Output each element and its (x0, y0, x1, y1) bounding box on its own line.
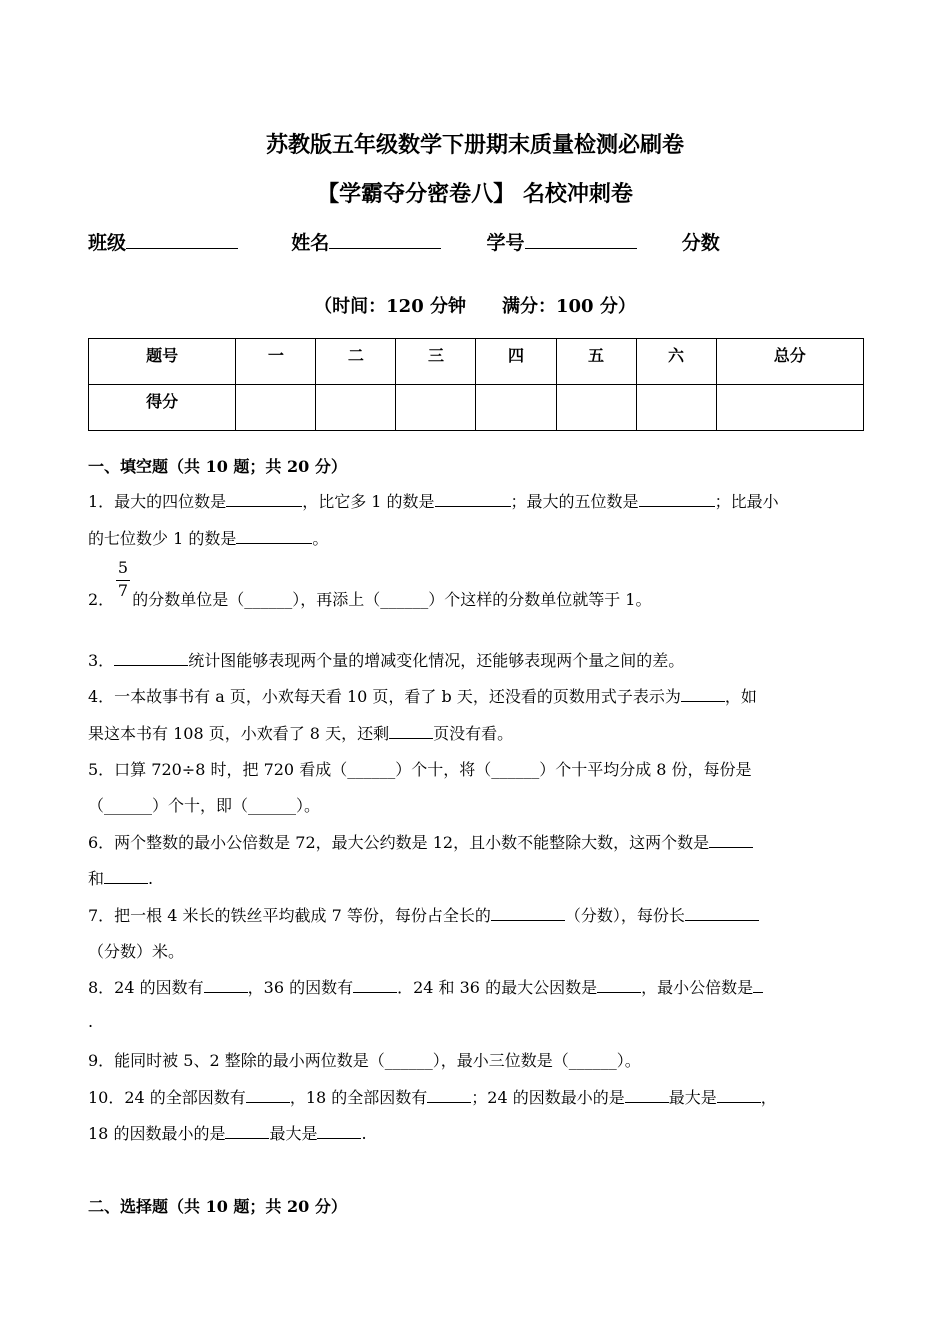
score-cell[interactable] (476, 385, 556, 431)
answer-blank[interactable] (435, 492, 511, 507)
q10-text: ，18 的全部因数有 (289, 1088, 428, 1107)
table-header-cell: 一 (236, 339, 316, 385)
q3-text: 3． (88, 651, 115, 670)
exam-subtitle: 【学霸夺分密卷八】 名校冲刺卷 (317, 181, 633, 207)
table-header-cell: 四 (476, 339, 556, 385)
question-5-line-1: 5．口算 720÷8 时，把 720 看成（______）个十，将（______）个十平均分成 8 份，每份是 (88, 760, 752, 779)
answer-blank[interactable] (204, 978, 248, 993)
question-5-line-2: （______）个十，即（______）。 (88, 796, 321, 815)
q2-text: 2． (88, 590, 115, 609)
q10-text: ；24 的因数最小的是 (471, 1088, 625, 1107)
answer-blank[interactable] (317, 1124, 361, 1139)
score-cell[interactable] (716, 385, 863, 431)
score-cell[interactable] (316, 385, 396, 431)
class-label: 班级 (88, 232, 127, 254)
question-3 (88, 648, 684, 671)
q4-text: 4．一本故事书有 a 页，小欢每天看 10 页，看了 b 天，还没看的页数用式子表示为 (88, 687, 681, 706)
q1-text: ，比它多 1 的数是 (302, 492, 435, 511)
q10-text: ， (760, 1088, 777, 1107)
question-1-line-1 (88, 489, 779, 512)
q1-text: 。 (312, 529, 329, 548)
time-and-score-line: （时间：120 分钟 满分：100 分） (314, 296, 636, 317)
q2-text: 的分数单位是（______），再添上（______）个这样的分数单位就等于 1。 (132, 590, 652, 609)
score-cell[interactable] (396, 385, 476, 431)
q10-text: 最大是 (269, 1124, 318, 1143)
table-header-cell: 六 (636, 339, 716, 385)
answer-blank[interactable] (709, 833, 753, 848)
question-2 (88, 587, 651, 610)
question-4-line-2 (88, 721, 513, 744)
answer-blank[interactable] (717, 1088, 761, 1103)
answer-blank[interactable] (753, 978, 763, 993)
table-header-cell: 总分 (716, 339, 863, 385)
score-label: 分数 (681, 232, 720, 254)
fraction-numerator: 5 (117, 558, 129, 577)
section1-title: 一、填空题（共 10 题；共 20 分） (88, 457, 347, 476)
q1-text: 的七位数少 1 的数是 (88, 529, 237, 548)
class-blank[interactable] (126, 230, 238, 249)
q1-text: ；比最小 (714, 492, 779, 511)
q6-text: . (148, 869, 154, 888)
q8-text: ，最小公倍数是 (641, 978, 754, 997)
table-header-cell: 五 (556, 339, 636, 385)
answer-blank[interactable] (114, 651, 188, 666)
fraction-denominator: 7 (117, 581, 129, 600)
answer-blank[interactable] (389, 724, 433, 739)
student-id-blank[interactable] (525, 230, 637, 249)
answer-blank[interactable] (639, 492, 715, 507)
question-6-line-2 (88, 866, 153, 889)
score-table (88, 338, 864, 431)
answer-blank[interactable] (681, 687, 725, 702)
score-table-score-row (89, 385, 864, 431)
student-id-label: 学号 (486, 232, 525, 254)
question-9: 9．能同时被 5、2 整除的最小两位数是（______），最小三位数是（______）。 (88, 1051, 641, 1070)
q10-text: 最大是 (668, 1088, 717, 1107)
answer-blank[interactable] (685, 906, 759, 921)
question-6-line-1 (88, 830, 753, 853)
question-8-line-1 (88, 975, 763, 998)
section2-title: 二、选择题（共 10 题；共 20 分） (88, 1197, 347, 1216)
q8-text: ．24 和 36 的最大公因数是 (397, 978, 598, 997)
score-cell[interactable] (236, 385, 316, 431)
question-7-line-2: （分数）米。 (88, 942, 185, 961)
q10-text: 18 的因数最小的是 (88, 1124, 226, 1143)
q6-text: 6．两个整数的最小公倍数是 72，最大公约数是 12，且小数不能整除大数，这两个数是 (88, 833, 710, 852)
answer-blank[interactable] (597, 978, 641, 993)
answer-blank[interactable] (104, 869, 148, 884)
score-cell[interactable] (556, 385, 636, 431)
row-label-cell: 得分 (89, 385, 236, 431)
question-1-line-2 (88, 526, 328, 549)
exam-title: 苏教版五年级数学下册期末质量检测必刷卷 (265, 132, 684, 158)
answer-blank[interactable] (625, 1088, 669, 1103)
q6-text: 和 (88, 869, 105, 888)
q8-text: 8．24 的因数有 (88, 978, 204, 997)
question-10-line-2 (88, 1121, 367, 1144)
q1-text: ；最大的五位数是 (510, 492, 639, 511)
student-info-line (88, 228, 720, 255)
q4-text: 果这本书有 108 页，小欢看了 8 天，还剩 (88, 724, 390, 743)
answer-blank[interactable] (225, 1124, 269, 1139)
q8-text: ，36 的因数有 (247, 978, 354, 997)
q1-text: 1．最大的四位数是 (88, 492, 227, 511)
question-8-line-2: . (88, 1012, 94, 1031)
q7-text: （分数），每份长 (564, 906, 685, 925)
answer-blank[interactable] (353, 978, 397, 993)
q3-text: 统计图能够表现两个量的增减变化情况，还能够表现两个量之间的差。 (188, 651, 685, 670)
name-label: 姓名 (291, 232, 330, 254)
q7-text: 7．把一根 4 米长的铁丝平均截成 7 等份，每份占全长的 (88, 906, 491, 925)
answer-blank[interactable] (236, 529, 312, 544)
answer-blank[interactable] (491, 906, 565, 921)
name-blank[interactable] (329, 230, 441, 249)
table-header-cell: 题号 (89, 339, 236, 385)
table-header-cell: 二 (316, 339, 396, 385)
q10-text: 10．24 的全部因数有 (88, 1088, 246, 1107)
question-7-line-1 (88, 903, 759, 926)
answer-blank[interactable] (246, 1088, 290, 1103)
table-header-cell: 三 (396, 339, 476, 385)
question-10-line-1 (88, 1085, 777, 1108)
score-table-header-row (89, 339, 864, 385)
answer-blank[interactable] (427, 1088, 471, 1103)
q10-text: . (361, 1124, 367, 1143)
q4-text: ，如 (724, 687, 757, 706)
score-cell[interactable] (636, 385, 716, 431)
question-4-line-1 (88, 684, 757, 707)
answer-blank[interactable] (226, 492, 302, 507)
q4-text: 页没有看。 (433, 724, 514, 743)
